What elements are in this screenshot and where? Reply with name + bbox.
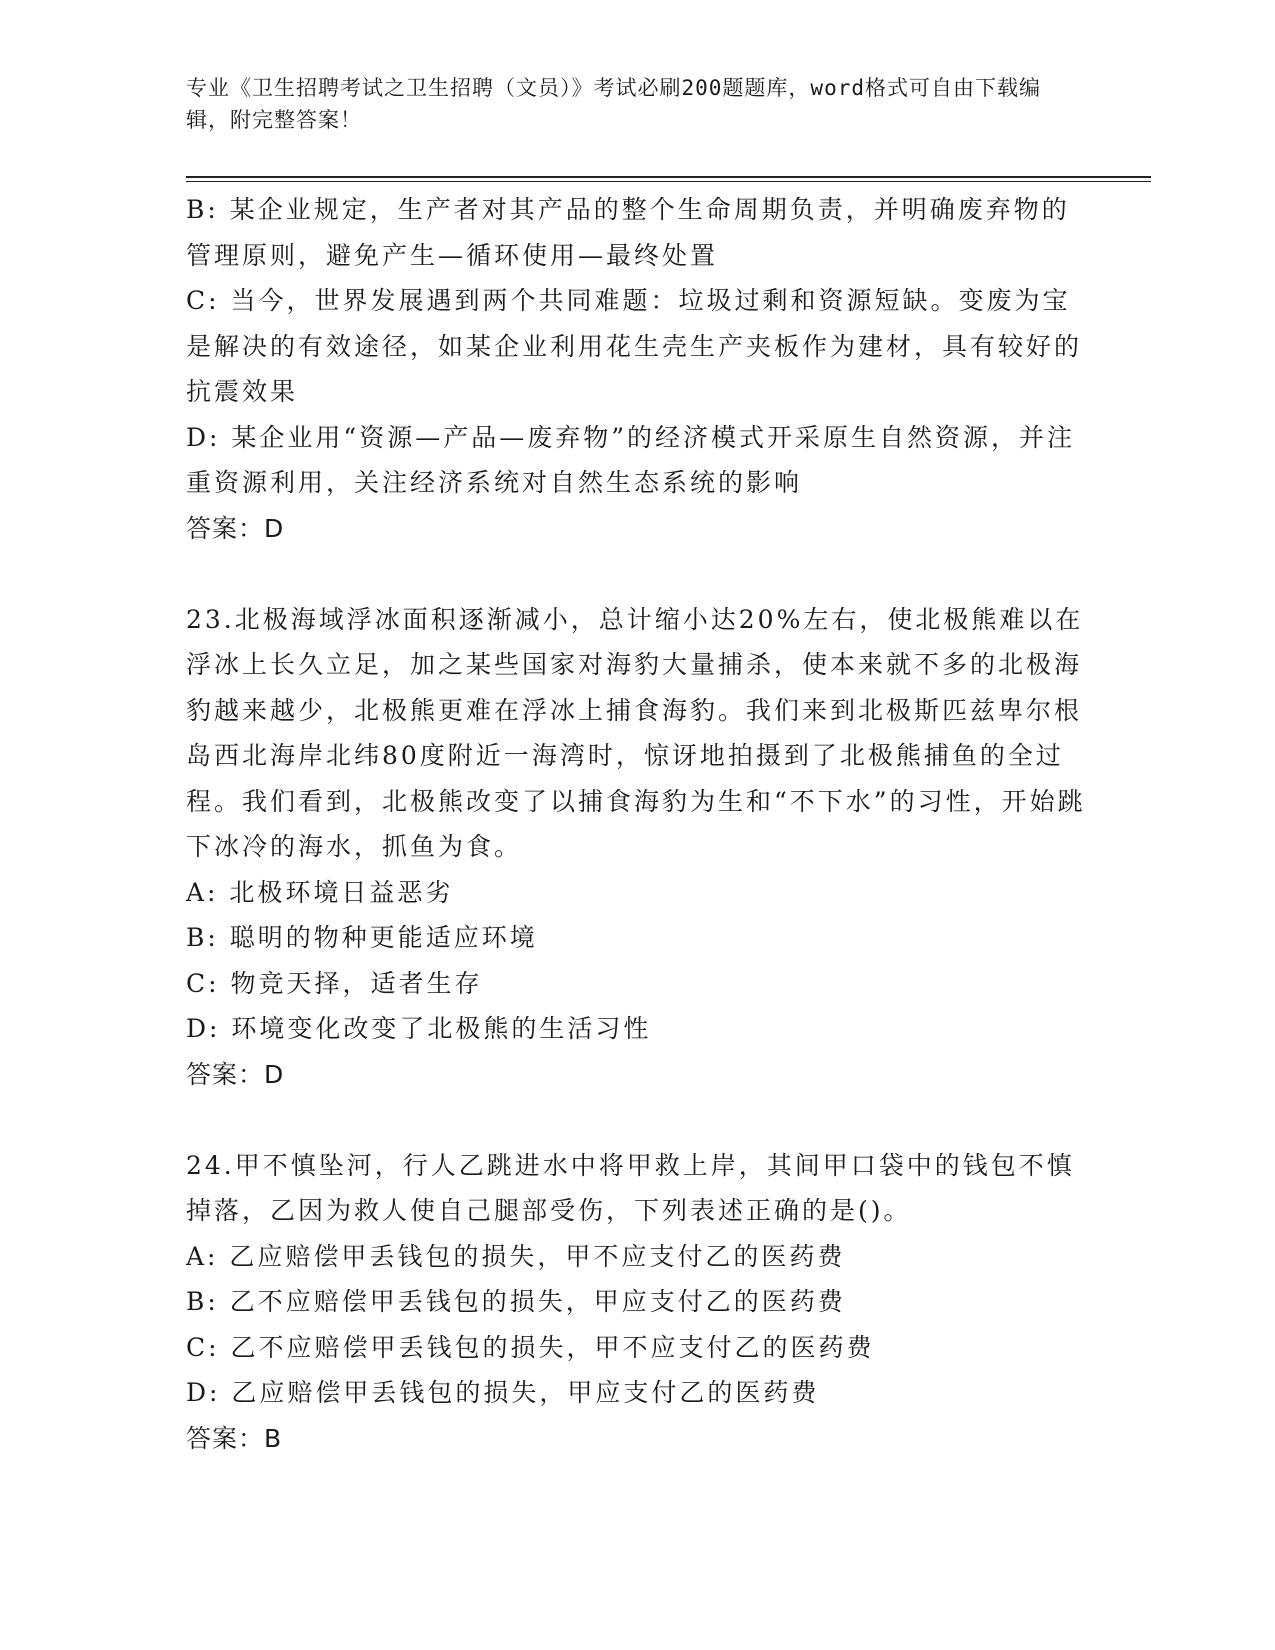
- question-stem: 23.北极海域浮冰面积逐渐减小，总计缩小达20%左右，使北极熊难以在浮冰上长久立足，加之某些国家对海豹大量捕杀，使本来就不多的北极海豹越来越少，北极熊更难在浮冰上捕食海豹。我们来到北极斯匹兹卑尔根岛西北海岸北纬80度附近一海湾时，惊讶地拍摄到了北极熊捕鱼的全过程。我们看到，北极熊改变了以捕食海豹为生和“不下水”的习性，开始跳下冰冷的海水，抓鱼为食。: [186, 604, 1086, 861]
- document-header: 专业《卫生招聘考试之卫生招聘（文员）》考试必刷200题题库，word格式可自由下载编辑，附完整答案！: [186, 76, 1041, 132]
- answer-line: 答案：D: [186, 1059, 285, 1089]
- option-a: A: 北极环境日益恶劣: [186, 877, 454, 907]
- option-d: D: 某企业用“资源—产品—废弃物”的经济模式开采原生自然资源，并注重资源利用，关注经济系统对自然生态系统的影响: [186, 422, 1075, 497]
- option-c: C: 乙不应赔偿甲丢钱包的损失，甲不应支付乙的医药费: [186, 1332, 875, 1362]
- header-divider-thin: [186, 181, 1151, 182]
- spacer: [186, 551, 1086, 597]
- option-c: C: 当今，世界发展遇到两个共同难题：垃圾过剩和资源短缺。变废为宝是解决的有效途径，如某企业利用花生壳生产夹板作为建材，具有较好的抗震效果: [186, 286, 1083, 406]
- question-24: [186, 1143, 1086, 1462]
- document-content: [186, 187, 1086, 1461]
- option-a: A: 乙应赔偿甲丢钱包的损失，甲不应支付乙的医药费: [186, 1241, 846, 1271]
- spacer: [186, 1097, 1086, 1143]
- question-22-continued: [186, 187, 1086, 551]
- option-b: B: 某企业规定，生产者对其产品的整个生命周期负责，并明确废弃物的管理原则，避免产生—循环使用—最终处置: [186, 195, 1070, 270]
- header-divider-thick: [186, 176, 1151, 178]
- option-b: B: 乙不应赔偿甲丢钱包的损失，甲应支付乙的医药费: [186, 1287, 846, 1316]
- question-stem: 24.甲不慎坠河，行人乙跳进水中将甲救上岸，其间甲口袋中的钱包不慎掉落，乙因为救人使自己腿部受伤，下列表述正确的是()。: [186, 1150, 1075, 1225]
- option-c: C: 物竞天择，适者生存: [186, 968, 483, 998]
- option-d: D: 乙应赔偿甲丢钱包的损失，甲应支付乙的医药费: [186, 1378, 820, 1407]
- option-b: B: 聪明的物种更能适应环境: [186, 923, 538, 952]
- answer-line: 答案：D: [186, 513, 285, 543]
- option-d: D: 环境变化改变了北极熊的生活习性: [186, 1014, 652, 1043]
- answer-line: 答案：B: [186, 1423, 283, 1453]
- question-23: [186, 597, 1086, 1098]
